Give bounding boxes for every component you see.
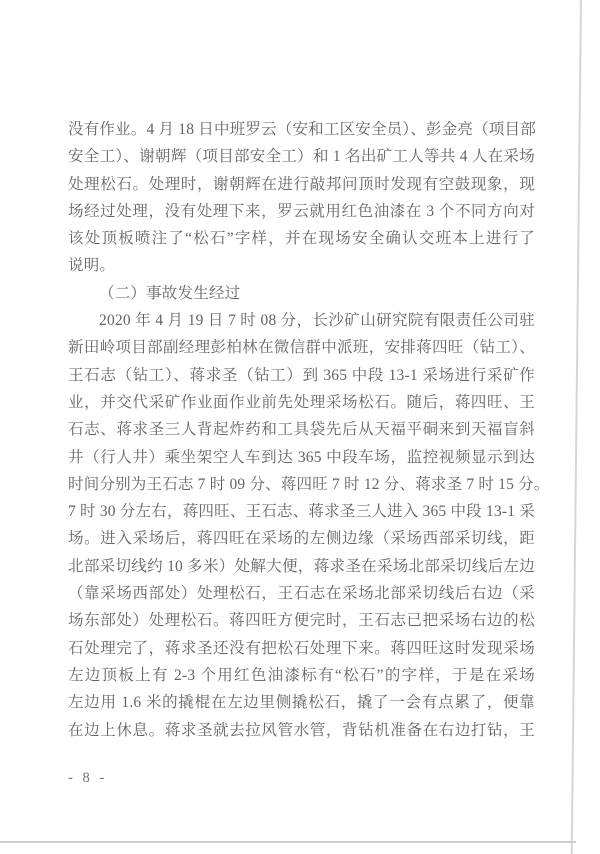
text-line: 新田岭项目部副经理彭柏林在微信群中派班，安排蒋四旺（钻工）、 — [68, 339, 535, 357]
text-line: 井（行人井）乘坐架空人车到达 365 中段车场，监控视频显示到达 — [68, 448, 535, 466]
text-line: 7 时 30 分左右，蒋四旺、王石志、蒋求圣三人进入 365 中段 13-1 采 — [68, 503, 535, 521]
text-line: 安全工）、谢朝辉（项目部安全工）和 1 名出矿工人等共 4 人在采场 — [68, 148, 535, 166]
text-line: 左边用 1.6 米的撬棍在左边里侧撬松石，撬了一会有点累了，便靠 — [68, 694, 535, 712]
text-line: 时间分别为王石志 7 时 09 分、蒋四旺 7 时 12 分、蒋求圣 7 时 15 分。 — [68, 475, 550, 493]
text-line: 北部采切线约 10 多米）处解大便，蒋求圣在采场北部采切线后左边 — [68, 557, 535, 575]
text-line: 石志、蒋求圣三人背起炸药和工具袋先后从天福平硐来到天福盲斜 — [68, 421, 535, 439]
text-line: 2020 年 4 月 19 日 7 时 08 分，长沙矿山研究院有限责任公司驻 — [99, 312, 535, 330]
text-line: 场。进入采场后，蒋四旺在采场的左侧边缘（采场西部采切线，距 — [68, 530, 535, 548]
section-heading: （二）事故发生经过 — [99, 284, 241, 302]
text-line: 左边顶板上有 2-3 个用红色油漆标有“松石”的字样，于是在采场 — [68, 666, 535, 684]
text-line: 没有作业。4 月 18 日中班罗云（安和工区安全员）、彭金亮（项目部 — [68, 121, 536, 138]
text-line: （靠采场西部处）处理松石，王石志在采场北部采切线后右边（采 — [68, 585, 535, 603]
text-line: 业，并交代采矿作业面作业前先处理采场松石。随后，蒋四旺、王 — [68, 393, 535, 411]
document-text — [68, 116, 550, 744]
text-line: 在边上休息。蒋求圣就去拉风管水管，背钻机准备在右边打钻，王 — [68, 721, 535, 739]
text-line: 说明。 — [68, 257, 116, 275]
page-number: - 8 - — [68, 770, 108, 786]
text-line: 处理松石。处理时，谢朝辉在进行敲邦问顶时发现有空鼓现象，现 — [68, 175, 535, 193]
text-line: 场经过处理，没有处理下来，罗云就用红色油漆在 3 个不同方向对 — [68, 202, 535, 220]
scan-bottom-edge — [0, 841, 576, 843]
scan-right-edge — [571, 0, 582, 854]
text-line: 该处顶板喷注了“松石”字样，并在现场安全确认交班本上进行了 — [68, 230, 535, 248]
text-line: 王石志（钻工）、蒋求圣（钻工）到 365 中段 13-1 采场进行采矿作 — [68, 366, 535, 384]
text-line: 石处理完了，蒋求圣还没有把松石处理下来。蒋四旺这时发现采场 — [68, 639, 535, 657]
text-line: 场东部处）处理松石。蒋四旺方便完时，王石志已把采场右边的松 — [68, 612, 535, 630]
